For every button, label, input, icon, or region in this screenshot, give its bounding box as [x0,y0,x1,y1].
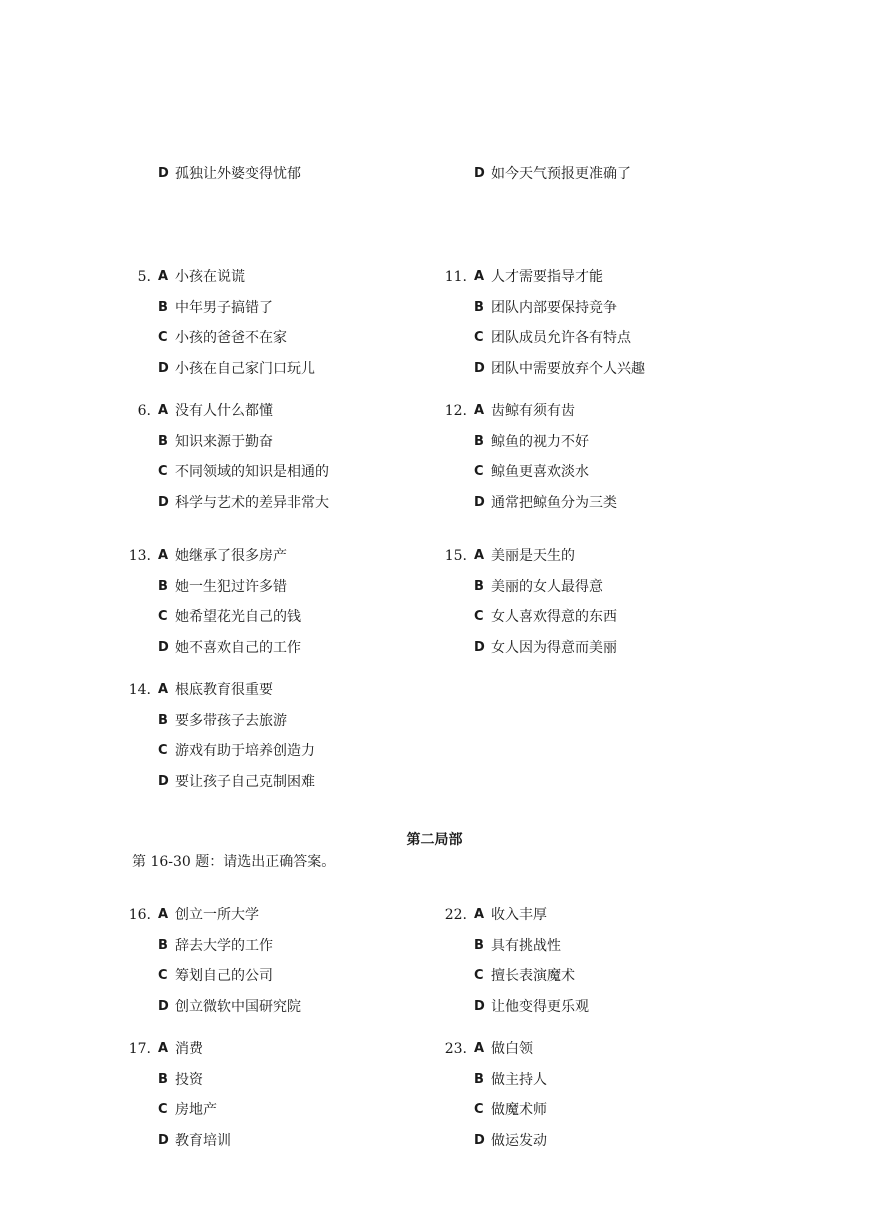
option-text: 团队成员允许各有特点 [491,330,631,346]
option-letter: A [474,907,485,922]
option-letter: B [158,300,168,315]
option-letter: A [158,269,169,284]
option-text: 小孩的爸爸不在家 [175,330,287,346]
option-letter: C [158,464,168,479]
section-instruction: 第 16-30 题：请选出正确答案。 [132,854,336,870]
option-text: 女人因为得意而美丽 [491,640,617,656]
option-text: 筹划自己的公司 [175,968,273,984]
question-number: 14. [128,682,151,698]
option-text: 做魔术师 [491,1102,547,1118]
option-text: 做主持人 [491,1072,547,1088]
option-letter: D [158,361,169,376]
option-letter: A [474,1041,485,1056]
option-text: 美丽的女人最得意 [491,579,603,595]
option-text: 要让孩子自己克制困难 [175,774,315,790]
option-letter: D [158,495,169,510]
option-letter: B [158,938,168,953]
option-letter: C [474,464,484,479]
option-letter: D [474,1133,485,1148]
option-text: 教育培训 [175,1133,231,1149]
option-text: 消费 [175,1041,203,1057]
question-number: 12. [444,403,467,419]
option-text: 人才需要指导才能 [491,269,603,285]
option-text: 鲸鱼更喜欢淡水 [491,464,589,480]
option-text: 擅长表演魔术 [491,968,575,984]
question-number: 17. [128,1041,151,1057]
option-letter: A [158,682,169,697]
option-letter: D [158,774,169,789]
option-text: 投资 [175,1072,203,1088]
option-text: 创立微软中国研究院 [175,999,301,1015]
option-letter: A [474,403,485,418]
question-number: 22. [444,907,467,923]
option-text: 游戏有助于培养创造力 [175,743,315,759]
option-letter: D [474,166,485,181]
option-text: 通常把鲸鱼分为三类 [491,495,617,511]
option-letter: C [158,743,168,758]
option-letter: C [474,609,484,624]
option-letter: B [158,434,168,449]
option-text: 团队内部要保持竞争 [491,300,617,316]
question-number: 15. [444,548,467,564]
option-text: 团队中需要放弃个人兴趣 [491,361,645,377]
option-text: 她继承了很多房产 [175,548,287,564]
option-letter: D [474,495,485,510]
option-text: 收入丰厚 [491,907,547,923]
option-letter: B [474,1072,484,1087]
option-letter: D [474,361,485,376]
option-text: 根底教育很重要 [175,682,273,698]
option-text: 中年男子搞错了 [175,300,273,316]
option-letter: C [158,330,168,345]
option-text: 没有人什么都懂 [175,403,273,419]
option-letter: C [158,1102,168,1117]
option-text: 女人喜欢得意的东西 [491,609,617,625]
option-letter: A [474,548,485,563]
option-text: 小孩在说谎 [175,269,245,285]
option-letter: B [158,579,168,594]
option-text: 科学与艺术的差异非常大 [175,495,329,511]
option-text: 不同领域的知识是相通的 [175,464,329,480]
question-number: 23. [444,1041,467,1057]
option-letter: C [474,1102,484,1117]
option-letter: B [474,434,484,449]
section-title: 第二局部 [406,832,463,848]
option-text: 辞去大学的工作 [175,938,273,954]
option-text: 具有挑战性 [491,938,561,954]
option-letter: A [158,907,169,922]
option-text: 要多带孩子去旅游 [175,713,287,729]
option-letter: D [474,999,485,1014]
option-letter: C [158,968,168,983]
question-number: 5. [137,269,151,285]
question-number: 11. [444,269,467,285]
option-letter: B [158,1072,168,1087]
option-text: 鲸鱼的视力不好 [491,434,589,450]
option-text: 齿鲸有须有齿 [491,403,575,419]
option-text: 美丽是天生的 [491,548,575,564]
option-text: 她希望花光自己的钱 [175,609,301,625]
option-letter: B [474,938,484,953]
option-letter: A [158,548,169,563]
option-letter: A [474,269,485,284]
option-letter: B [158,713,168,728]
option-text: 她不喜欢自己的工作 [175,640,301,656]
option-letter: B [474,579,484,594]
question-number: 13. [128,548,151,564]
option-letter: D [158,640,169,655]
question-number: 6. [137,403,151,419]
option-letter: D [158,999,169,1014]
question-number: 16. [128,907,151,923]
option-letter: A [158,1041,169,1056]
option-text: 如今天气预报更准确了 [491,166,631,182]
option-letter: C [158,609,168,624]
option-letter: D [158,1133,169,1148]
option-text: 小孩在自己家门口玩儿 [175,361,315,377]
option-text: 让他变得更乐观 [491,999,589,1015]
option-text: 做运发动 [491,1133,547,1149]
option-letter: D [158,166,169,181]
option-text: 她一生犯过许多错 [175,579,287,595]
option-text: 孤独让外婆变得忧郁 [175,166,301,182]
option-text: 房地产 [175,1102,217,1118]
option-text: 创立一所大学 [175,907,259,923]
option-letter: A [158,403,169,418]
option-letter: C [474,968,484,983]
option-text: 做白领 [491,1041,533,1057]
option-text: 知识来源于勤奋 [175,434,273,450]
option-letter: C [474,330,484,345]
option-letter: D [474,640,485,655]
option-letter: B [474,300,484,315]
